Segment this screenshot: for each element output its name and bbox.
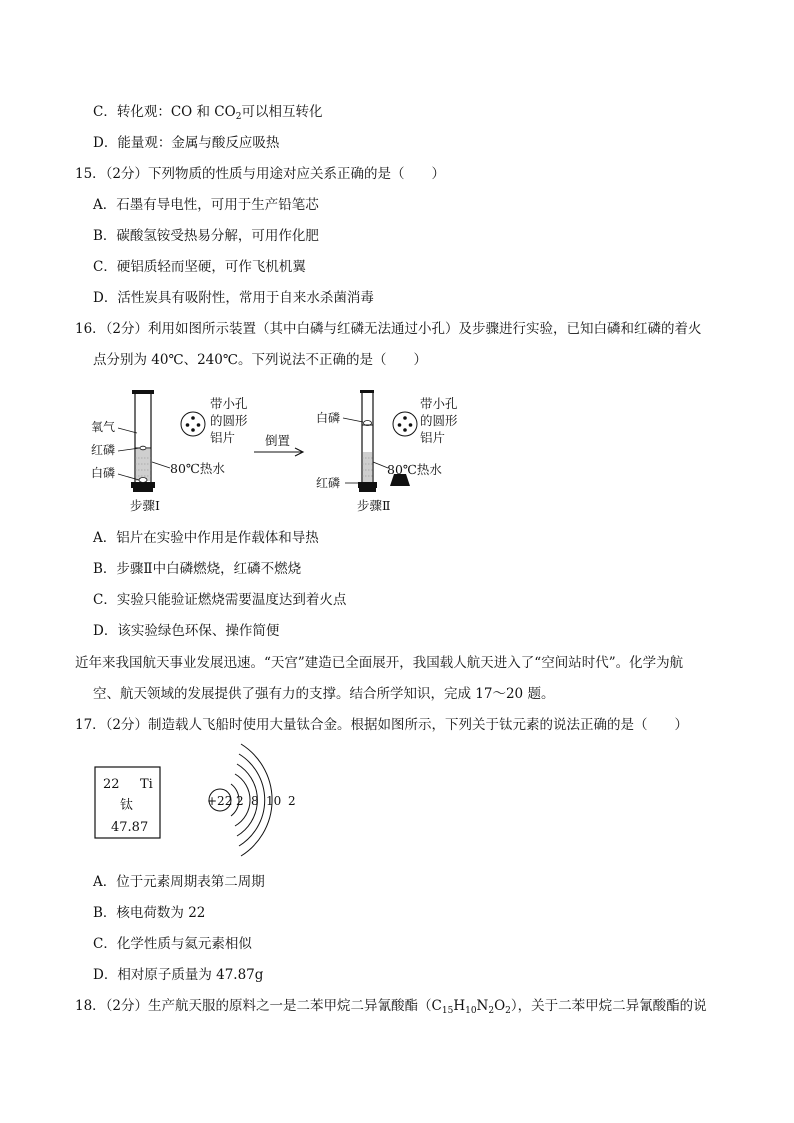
- q16-option-c: C．实验只能验证燃烧需要温度达到着火点: [93, 592, 347, 608]
- step1-label-red-p: 红磷: [91, 443, 116, 457]
- q14-option-d: D．能量观：金属与酸反应吸热: [93, 135, 280, 151]
- step2-hot-water: 80℃热水: [387, 462, 442, 477]
- invert-arrow-label: 倒置: [265, 433, 291, 448]
- q15-stem: 15．（2分）下列物质的性质与用途对应关系正确的是（ ）: [75, 166, 446, 182]
- q16-option-d: D．该实验绿色环保、操作简便: [93, 623, 280, 639]
- step2-label-red-p: 红磷: [316, 476, 341, 490]
- q17-option-c: C．化学性质与氦元素相似: [93, 936, 252, 952]
- shell-2-electrons: 8: [251, 794, 259, 808]
- q17-option-a: A．位于元素周期表第二周期: [93, 874, 265, 890]
- q17-titanium-figure: [90, 740, 310, 870]
- q14-option-c: C．转化观：CO 和 $CO_2$可以相互转化: [93, 104, 323, 122]
- q17-option-d: D．相对原子质量为 47.87g: [93, 967, 264, 983]
- element-name: 钛: [120, 798, 134, 813]
- q17-stem: 17．（2分）制造载人飞船时使用大量钛合金。根据如图所示，下列关于钛元素的说法正确的是（ ）: [75, 717, 689, 733]
- intro-line2: 空、航天领域的发展提供了强有力的支撑。结合所学知识，完成 17～20 题。: [93, 686, 555, 702]
- step2-label-white-p: 白磷: [316, 411, 341, 425]
- shell-4-electrons: 2: [288, 794, 296, 808]
- q15-option-d: D．活性炭具有吸附性，常用于自来水杀菌消毒: [93, 290, 374, 306]
- element-mass: 47.87: [111, 820, 149, 835]
- shell-1-electrons: 2: [236, 794, 244, 808]
- element-symbol: Ti: [140, 777, 153, 792]
- plate-label-line2: 的圆形: [210, 413, 248, 428]
- element-number: 22: [103, 777, 120, 792]
- plate-label-line1: 带小孔: [210, 396, 248, 411]
- q16-option-a: A．铝片在实验中作用是作载体和导热: [93, 530, 319, 546]
- step2-tube: [358, 390, 377, 492]
- step2-plate-label-line3: 铝片: [420, 430, 446, 445]
- q17-option-b: B．核电荷数为 22: [93, 905, 206, 921]
- q16-stem-line2: 点分别为 40℃、240℃。下列说法不正确的是（ ）: [93, 352, 427, 368]
- nucleus-charge: +22: [207, 794, 233, 808]
- step2-plate-label-line2: 的圆形: [420, 413, 458, 428]
- q18-stem: 18．（2分）生产航天服的原料之一是二苯甲烷二异氰酸酯$(C_{15}H_{10}N_2O_2)$，关于二苯甲烷二异氰酸酯的说: [75, 998, 707, 1016]
- atomic-structure-diagram: [207, 744, 296, 856]
- q15-option-c: C．硬铝质轻而坚硬，可作飞机机翼: [93, 259, 306, 275]
- step1-tube: [131, 390, 155, 492]
- shell-3-electrons: 10: [266, 794, 282, 808]
- perforated-plate-icon: [393, 412, 417, 436]
- q16-option-b: B．步骤Ⅱ中白磷燃烧，红磷不燃烧: [93, 561, 302, 577]
- q15-option-b: B．碳酸氢铵受热易分解，可用作化肥: [93, 228, 319, 244]
- plate-label-line3: 铝片: [210, 430, 236, 445]
- q15-option-a: A．石墨有导电性，可用于生产铅笔芯: [93, 197, 319, 213]
- step2-plate-label-line1: 带小孔: [420, 396, 458, 411]
- step1-label-oxygen: 氧气: [91, 420, 116, 434]
- q16-apparatus-figure: [90, 388, 470, 516]
- perforated-plate-icon: [181, 412, 205, 436]
- step1-hot-water: 80℃热水: [170, 461, 225, 476]
- step1-caption: 步骤Ⅰ: [130, 498, 160, 513]
- step1-label-white-p: 白磷: [91, 466, 116, 480]
- intro-line1: 近年来我国航天事业发展迅速。“天宫”建造已全面展开，我国载人航天进入了“空间站时代”。化学为航: [75, 655, 684, 671]
- q16-stem-line1: 16．（2分）利用如图所示装置（其中白磷与红磷无法通过小孔）及步骤进行实验，已知白磷和红磷的着火: [75, 321, 702, 337]
- step2-caption: 步骤Ⅱ: [357, 498, 391, 513]
